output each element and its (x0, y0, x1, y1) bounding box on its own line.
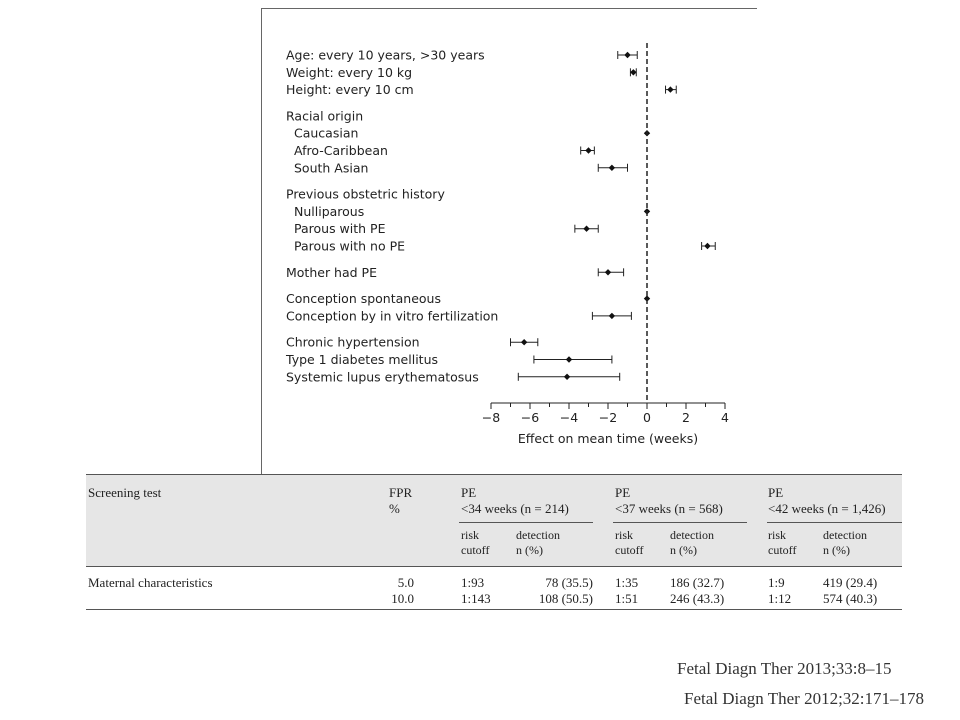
x-tick-label: −2 (598, 410, 618, 425)
row-label: Caucasian (294, 125, 359, 141)
sub-cutoff-34: cutoff (461, 543, 490, 557)
row-label: Parous with no PE (294, 238, 406, 254)
row-label: Previous obstetric history (286, 186, 445, 202)
header-screening-test: Screening test (88, 485, 162, 500)
table-header-rule (86, 566, 902, 567)
sub-risk-34: risk (461, 528, 479, 542)
header-pe34-range: <34 weeks (n = 214) (461, 501, 569, 516)
row-label: Systemic lupus erythematosus (286, 369, 479, 385)
row-label: Height: every 10 cm (286, 82, 414, 98)
row-label: Conception spontaneous (286, 291, 441, 307)
row-label: Racial origin (286, 108, 364, 124)
row-label: Age: every 10 years, >30 years (286, 47, 485, 63)
estimate-point (585, 147, 591, 153)
row-label: South Asian (294, 160, 369, 176)
sub-n-pct-42: n (%) (823, 543, 850, 557)
row-pe37-detection: 186 (32.7) (670, 575, 725, 590)
header-fpr: FPR (389, 485, 413, 500)
row-label: Weight: every 10 kg (286, 64, 413, 80)
estimate-point (583, 226, 589, 232)
citation-2012: Fetal Diagn Ther 2012;32:171–178 (684, 689, 925, 708)
row-pe42-detection: 574 (40.3) (823, 591, 878, 606)
x-tick-label: 2 (682, 410, 690, 425)
estimate-point (566, 356, 572, 362)
row-pe37-detection: 246 (43.3) (670, 591, 725, 606)
header-pe34: PE (461, 485, 477, 500)
row-pe34-cutoff: 1:143 (461, 591, 491, 606)
row-label: Maternal characteristics (88, 575, 213, 590)
sub-detection-34: detection (516, 528, 560, 542)
sub-cutoff-42: cutoff (768, 543, 797, 557)
row-pe42-detection: 419 (29.4) (823, 575, 878, 590)
row-fpr: 10.0 (391, 591, 414, 606)
sub-cutoff-37: cutoff (615, 543, 644, 557)
table-bottom-rule (86, 609, 902, 610)
pe34-subrule (459, 522, 593, 523)
sub-risk-42: risk (768, 528, 786, 542)
header-pe42-range: <42 weeks (n = 1,426) (768, 501, 886, 516)
sub-detection-42: detection (823, 528, 867, 542)
row-label: Parous with PE (294, 221, 386, 237)
pe37-subrule (613, 522, 747, 523)
header-pe37-range: <37 weeks (n = 568) (615, 501, 723, 516)
x-tick-label: 0 (643, 410, 651, 425)
row-label: Mother had PE (286, 264, 377, 280)
row-label: Afro-Caribbean (294, 143, 388, 158)
x-tick-label: −6 (520, 410, 540, 425)
row-pe34-detection: 108 (50.5) (538, 591, 593, 606)
estimate-point (667, 86, 673, 92)
estimate-point (605, 269, 611, 275)
screening-table (86, 474, 902, 614)
estimate-point (521, 339, 527, 345)
estimate-point (704, 243, 710, 249)
header-fpr-unit: % (389, 501, 400, 516)
header-pe37: PE (615, 485, 631, 500)
row-label: Chronic hypertension (286, 334, 420, 350)
forest-plot (262, 9, 757, 475)
row-pe37-cutoff: 1:35 (615, 575, 639, 590)
row-pe37-cutoff: 1:51 (615, 591, 639, 606)
row-label: Nulliparous (294, 203, 365, 219)
table-top-rule (86, 474, 902, 475)
row-label: Type 1 diabetes mellitus (286, 352, 439, 367)
estimate-point (630, 69, 636, 75)
row-fpr: 5.0 (397, 575, 414, 590)
header-pe42: PE (768, 485, 784, 500)
estimate-point (609, 165, 615, 171)
sub-risk-37: risk (615, 528, 633, 542)
x-tick-label: 4 (721, 410, 729, 425)
x-tick-label: −4 (559, 410, 579, 425)
x-axis-title: Effect on mean time (weeks) (517, 431, 699, 446)
sub-n-pct-34: n (%) (516, 543, 543, 557)
row-pe34-cutoff: 1:93 (461, 575, 485, 590)
sub-detection-37: detection (670, 528, 714, 542)
estimate-point (609, 313, 615, 319)
row-pe34-detection: 78 (35.5) (545, 575, 593, 590)
row-label: Conception by in vitro fertilization (286, 308, 499, 324)
sub-n-pct-37: n (%) (670, 543, 697, 557)
citation-2013: Fetal Diagn Ther 2013;33:8–15 (677, 659, 892, 678)
forest-plot-panel (261, 8, 757, 475)
row-pe42-cutoff: 1:12 (768, 591, 792, 606)
pe42-subrule (767, 522, 902, 523)
estimate-point (564, 374, 570, 380)
x-tick-label: −8 (481, 410, 501, 425)
row-pe42-cutoff: 1:9 (768, 575, 785, 590)
estimate-point (624, 52, 630, 58)
